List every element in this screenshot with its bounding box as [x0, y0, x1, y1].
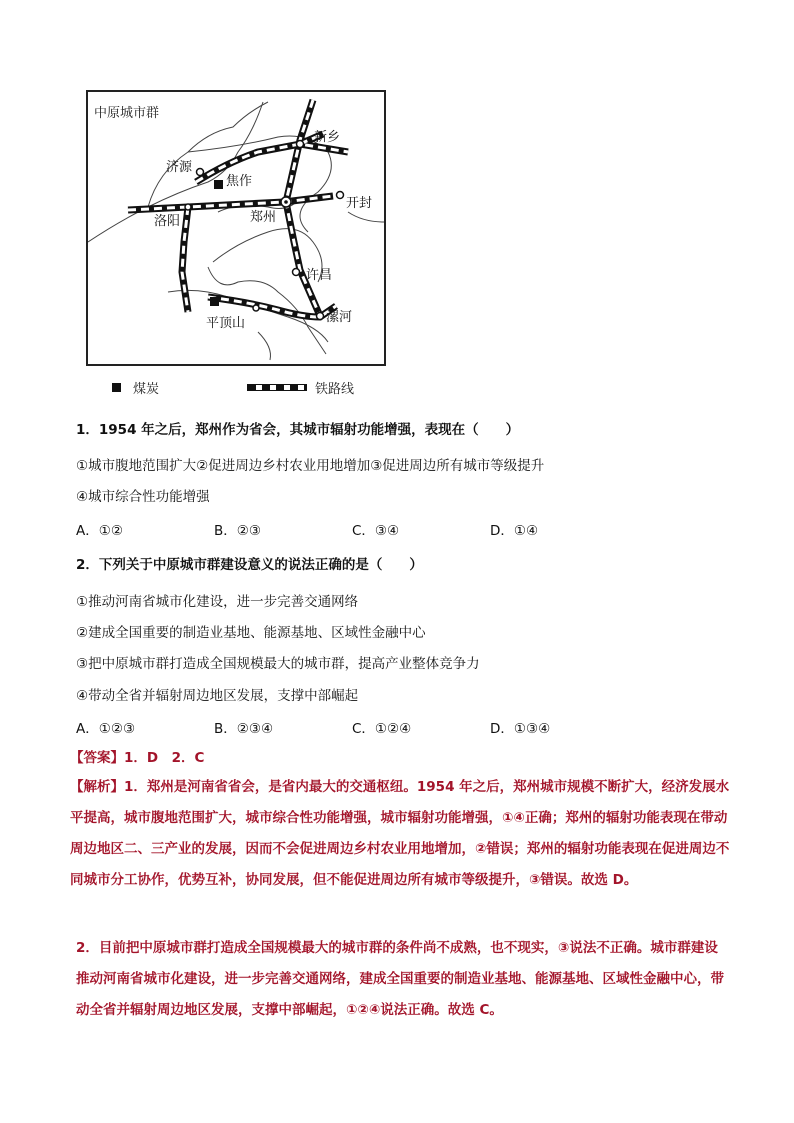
coal-symbol-pingdingshan — [210, 297, 219, 306]
city-marker-luohe — [317, 313, 324, 320]
answer-label: 【答案】 — [70, 750, 124, 766]
city-label-xinxiang: 新乡 — [314, 130, 341, 145]
city-label-pingdingshan: 平顶山 — [206, 316, 246, 331]
city-marker-pingdingshan — [253, 305, 259, 311]
question-1-option-d: D．①④ — [490, 523, 539, 539]
question-2-option-b: B．②③④ — [214, 721, 274, 737]
question-1-stem: 1．1954 年之后，郑州作为省会，其城市辐射功能增强，表现在（ ） — [76, 422, 520, 438]
city-marker-kaifeng — [337, 192, 344, 199]
question-2-option-d: D．①③④ — [490, 721, 551, 737]
city-marker-luoyang — [185, 204, 191, 210]
city-label-jiaozuo: 焦作 — [226, 174, 253, 189]
coal-legend-icon — [112, 383, 121, 392]
city-label-zhengzhou: 郑州 — [250, 210, 277, 225]
question-1-option-a: A．①② — [76, 523, 123, 539]
answer-line — [70, 748, 204, 768]
question-2-statement-1: ①推动河南省城市化建设，进一步完善交通网络 — [76, 594, 359, 610]
question-1-statements-a: ①城市腹地范围扩大②促进周边乡村农业用地增加③促进周边所有城市等级提升 — [76, 458, 545, 474]
map-figure — [86, 90, 386, 366]
railway-legend-icon — [247, 384, 307, 391]
city-label-luoyang: 洛阳 — [154, 214, 181, 229]
question-2-options — [76, 717, 628, 737]
question-2-stem: 2．下列关于中原城市群建设意义的说法正确的是（ ） — [76, 557, 423, 573]
city-label-kaifeng: 开封 — [346, 196, 373, 211]
analysis-text-1: 1．郑州是河南省省会，是省内最大的交通枢纽。1954 年之后，郑州城市规模不断扩大，经济发展水平提高，城市腹地范围扩大，城市综合性功能增强，城市辐射功能增强，①④正确；郑州的辐射功能表现在带动周边地区二、三产业的发展，因而不会促进周边乡村农业用地增加，②错误；郑州的辐射功能表现在促进周边不同城市分工协作，优势互补，协同发展，但不能促进周边所有城市等级提升，③错误。故选 D。 — [70, 779, 730, 888]
city-label-luohe: 漯河 — [326, 310, 353, 325]
question-1-option-b: B．②③ — [214, 523, 261, 539]
city-marker-xinxiang — [297, 141, 304, 148]
legend-railway-label: 铁路线 — [315, 382, 355, 397]
city-label-jiyuan: 济源 — [166, 160, 193, 175]
question-2-statement-3: ③把中原城市群打造成全国规模最大的城市群，提高产业整体竞争力 — [76, 656, 480, 672]
map-legend — [112, 378, 354, 397]
question-2-option-a: A．①②③ — [76, 721, 136, 737]
coal-symbol-jiaozuo — [214, 180, 223, 189]
question-2-statement-4: ④带动全省并辐射周边地区发展，支撑中部崛起 — [76, 688, 359, 704]
analysis-label: 【解析】 — [70, 779, 124, 795]
city-label-xuchang: 许昌 — [306, 268, 333, 283]
question-1-statements-b: ④城市综合性功能增强 — [76, 489, 210, 505]
question-2-option-c: C．①②④ — [352, 721, 412, 737]
city-marker-xuchang — [293, 269, 300, 276]
question-2-statement-2: ②建成全国重要的制造业基地、能源基地、区域性金融中心 — [76, 625, 426, 641]
city-marker-jiyuan — [197, 169, 204, 176]
legend-coal-label: 煤炭 — [133, 382, 160, 397]
analysis-paragraph-2: 2．目前把中原城市群打造成全国规模最大的城市群的条件尚不成熟，也不现实，③说法不正确。城市群建设推动河南省城市化建设，进一步完善交通网络，建成全国重要的制造业基地、能源基地、区域性金融中心，带动全省并辐射周边地区发展，支撑中部崛起，①②④说法正确。故选 C。 — [76, 940, 724, 1018]
map-title: 中原城市群 — [94, 106, 160, 121]
answer-text: 1．D 2．C — [124, 750, 205, 766]
question-1-option-c: C．③④ — [352, 523, 400, 539]
question-1-options — [76, 519, 628, 539]
analysis-paragraph-1 — [70, 772, 730, 896]
